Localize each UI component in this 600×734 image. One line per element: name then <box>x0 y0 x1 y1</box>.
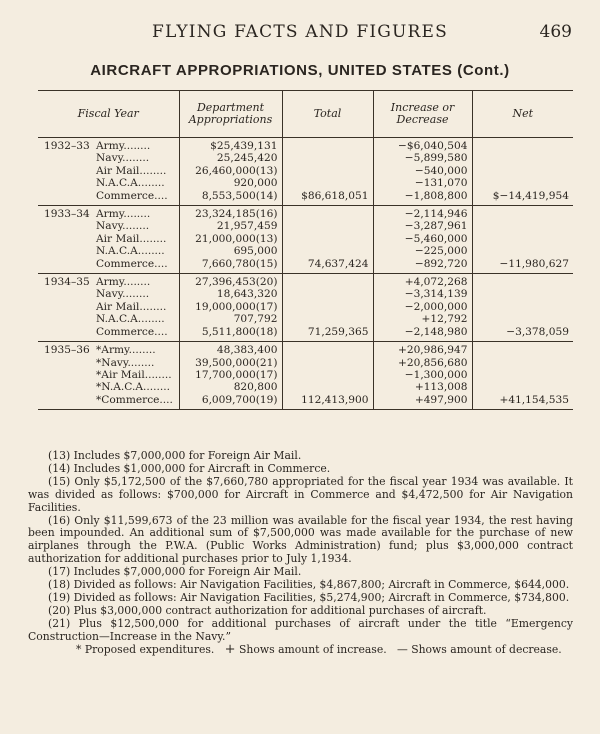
group-net: +41,154,535 <box>499 393 569 406</box>
cell-line: −$6,040,504 <box>397 140 468 152</box>
cell-line: −5,460,000 <box>404 232 468 245</box>
group-net: −3,378,059 <box>506 325 569 338</box>
cell-line: −1,300,000 <box>404 368 468 381</box>
cell-line: $25,439,131 <box>210 140 278 152</box>
running-head <box>0 20 600 44</box>
cell-line: *Air Mail........ <box>96 368 172 381</box>
net-cell <box>472 342 573 410</box>
cell-line: 39,500,000(21) <box>195 356 278 369</box>
cell-line: +497,900 <box>414 393 468 406</box>
cell-line: 707,792 <box>233 313 278 326</box>
cell-line: Air Mail........ <box>96 164 167 177</box>
footnotes <box>28 450 573 657</box>
appropriations-table <box>38 90 573 410</box>
plus-glyph: + <box>224 641 236 657</box>
cell-line: −3,287,961 <box>404 220 468 233</box>
cell-line: Navy........ <box>96 220 150 233</box>
col-department-appropriations <box>179 91 282 138</box>
cell-line: N.A.C.A........ <box>96 313 165 326</box>
cell-line: 920,000 <box>233 177 278 190</box>
change-cell <box>373 206 472 274</box>
cell-line: *Commerce.... <box>96 393 173 406</box>
cell-line: +113,008 <box>414 381 468 394</box>
plus-text: Shows amount of increase. <box>239 642 387 656</box>
cell-line: +12,792 <box>421 313 468 326</box>
fiscal-year-label: 1932–33 <box>44 140 90 152</box>
legend-line <box>28 641 573 657</box>
cell-line: +4,072,268 <box>404 276 468 289</box>
cell-line: −1,808,800 <box>404 189 468 202</box>
cell-line: 6,009,700(19) <box>201 393 278 406</box>
col-fiscal-year: Fiscal Year <box>38 91 179 138</box>
fiscal-year-cell <box>38 342 179 410</box>
cell-line: Commerce.... <box>96 325 168 338</box>
footnote: (18) Divided as follows: Air Navigation Facilities, $4,867,800; Aircraft in Commerce, $644,000. <box>48 578 570 592</box>
minus-glyph: — <box>396 642 408 656</box>
cell-line: −540,000 <box>414 164 468 177</box>
table-row <box>38 274 573 342</box>
change-cell <box>373 138 472 206</box>
change-cell <box>373 342 472 410</box>
running-title: FLYING FACTS AND FIGURES <box>151 22 449 42</box>
fiscal-year-cell <box>38 138 179 206</box>
cell-line: −225,000 <box>414 245 468 258</box>
col-total: Total <box>282 91 373 138</box>
col-increase-decrease <box>373 91 472 138</box>
net-cell <box>472 138 573 206</box>
table-row <box>38 342 573 410</box>
cell-line: Army........ <box>96 140 151 152</box>
cell-line: −2,114,946 <box>404 208 468 221</box>
cell-line: 27,396,453(20) <box>195 276 278 289</box>
cell-line: Navy........ <box>96 152 150 165</box>
cell-line: 21,000,000(13) <box>195 232 278 245</box>
net-cell <box>472 274 573 342</box>
group-total: 74,637,424 <box>307 257 369 270</box>
cell-line: Air Mail........ <box>96 232 167 245</box>
fiscal-year-label: 1935–36 <box>44 344 90 357</box>
group-total: 71,259,365 <box>307 325 369 338</box>
footnote: (15) Only $5,172,500 of the $7,660,780 appropriated for the fiscal year 1934 was available. It was divided as follows: $700,000 for Aircraft in Commerce and $4,472,500 for Air Navigation Facilities. <box>28 474 573 514</box>
footnote: (21) Plus $12,500,000 for additional purchases of aircraft under the title “Emergency Construction—Increase in the Navy.” <box>28 616 573 643</box>
col-incdec-line2: Decrease <box>396 113 449 126</box>
col-net: Net <box>472 91 573 138</box>
group-total: 112,413,900 <box>301 393 369 406</box>
cell-line: 21,957,459 <box>216 220 278 233</box>
cell-line: 5,511,800(18) <box>201 325 278 338</box>
cell-line: Navy........ <box>96 288 150 301</box>
fiscal-year-label: 1934–35 <box>44 276 90 289</box>
cell-line: 48,383,400 <box>216 344 278 357</box>
table-header-row <box>38 91 573 138</box>
total-cell <box>282 138 373 206</box>
fiscal-year-cell <box>38 206 179 274</box>
total-cell <box>282 206 373 274</box>
cell-line: +20,856,680 <box>397 356 468 369</box>
cell-line: 25,245,420 <box>216 152 278 165</box>
col-dept-line2: Appropriations <box>188 113 273 126</box>
footnote: (16) Only $11,599,673 of the 23 million was available for the fiscal year 1934, the rest having been impounded. An additional sum of $7,500,000 was made available for the purchase of new airplanes through the P.W.A. (Public Works Administration) fund; plus $3,000,000 contract authorization for additional purchases prior to July 1,1934. <box>28 513 573 566</box>
col-dept-line1: Department <box>196 101 265 114</box>
group-net: $−14,419,954 <box>492 189 569 202</box>
fiscal-year-label: 1933–34 <box>44 208 90 221</box>
total-cell <box>282 274 373 342</box>
cell-line: *Navy........ <box>96 356 155 369</box>
cell-line: −892,720 <box>414 257 468 270</box>
col-incdec-line1: Increase or <box>390 101 455 114</box>
cell-line: Air Mail........ <box>96 300 167 313</box>
cell-line: 820,800 <box>233 381 278 394</box>
change-cell <box>373 274 472 342</box>
fiscal-year-cell <box>38 274 179 342</box>
cell-line: −2,148,980 <box>404 325 468 338</box>
asterisk-note: * Proposed expenditures. <box>76 642 215 656</box>
table-row <box>38 206 573 274</box>
cell-line: Commerce.... <box>96 257 168 270</box>
cell-line: +20,986,947 <box>397 344 468 357</box>
cell-line: Commerce.... <box>96 189 168 202</box>
cell-line: N.A.C.A........ <box>96 245 165 258</box>
cell-line: 8,553,500(14) <box>201 189 278 202</box>
appropriations-cell <box>179 342 282 410</box>
cell-line: Army........ <box>96 276 151 289</box>
footnote: (17) Includes $7,000,000 for Foreign Air Mail. <box>48 565 302 579</box>
cell-line: −2,000,000 <box>404 300 468 313</box>
footnote: (20) Plus $3,000,000 contract authorization for additional purchases of aircraft. <box>48 603 487 617</box>
cell-line: *Army........ <box>96 344 156 357</box>
appropriations-cell <box>179 274 282 342</box>
cell-line: 7,660,780(15) <box>201 257 278 270</box>
minus-text: Shows amount of decrease. <box>411 642 562 656</box>
footnote: (19) Divided as follows: Air Navigation Facilities, $5,274,900; Aircraft in Commerce, $734,800. <box>48 590 570 604</box>
cell-line: 19,000,000(17) <box>195 300 278 313</box>
cell-line: 695,000 <box>233 245 278 258</box>
cell-line: 26,460,000(13) <box>195 164 278 177</box>
cell-line: 18,643,320 <box>216 288 278 301</box>
cell-line: *N.A.C.A........ <box>96 381 170 394</box>
total-cell <box>282 342 373 410</box>
footnote: (13) Includes $7,000,000 for Foreign Air Mail. <box>48 449 302 462</box>
cell-line: −131,070 <box>414 177 468 190</box>
cell-line: Army........ <box>96 208 151 221</box>
appropriations-cell <box>179 206 282 274</box>
page-number: 469 <box>539 22 572 42</box>
appropriations-cell <box>179 138 282 206</box>
net-cell <box>472 206 573 274</box>
group-total: $86,618,051 <box>301 189 369 202</box>
group-net: −11,980,627 <box>499 257 569 270</box>
table-row <box>38 138 573 206</box>
cell-line: −3,314,139 <box>404 288 468 301</box>
footnote: (14) Includes $1,000,000 for Aircraft in Commerce. <box>48 461 331 475</box>
table-title: AIRCRAFT APPROPRIATIONS, UNITED STATES (Cont.) <box>90 62 510 79</box>
cell-line: −5,899,580 <box>404 152 468 165</box>
cell-line: 17,700,000(17) <box>195 368 278 381</box>
cell-line: N.A.C.A........ <box>96 177 165 190</box>
cell-line: 23,324,185(16) <box>195 208 278 221</box>
